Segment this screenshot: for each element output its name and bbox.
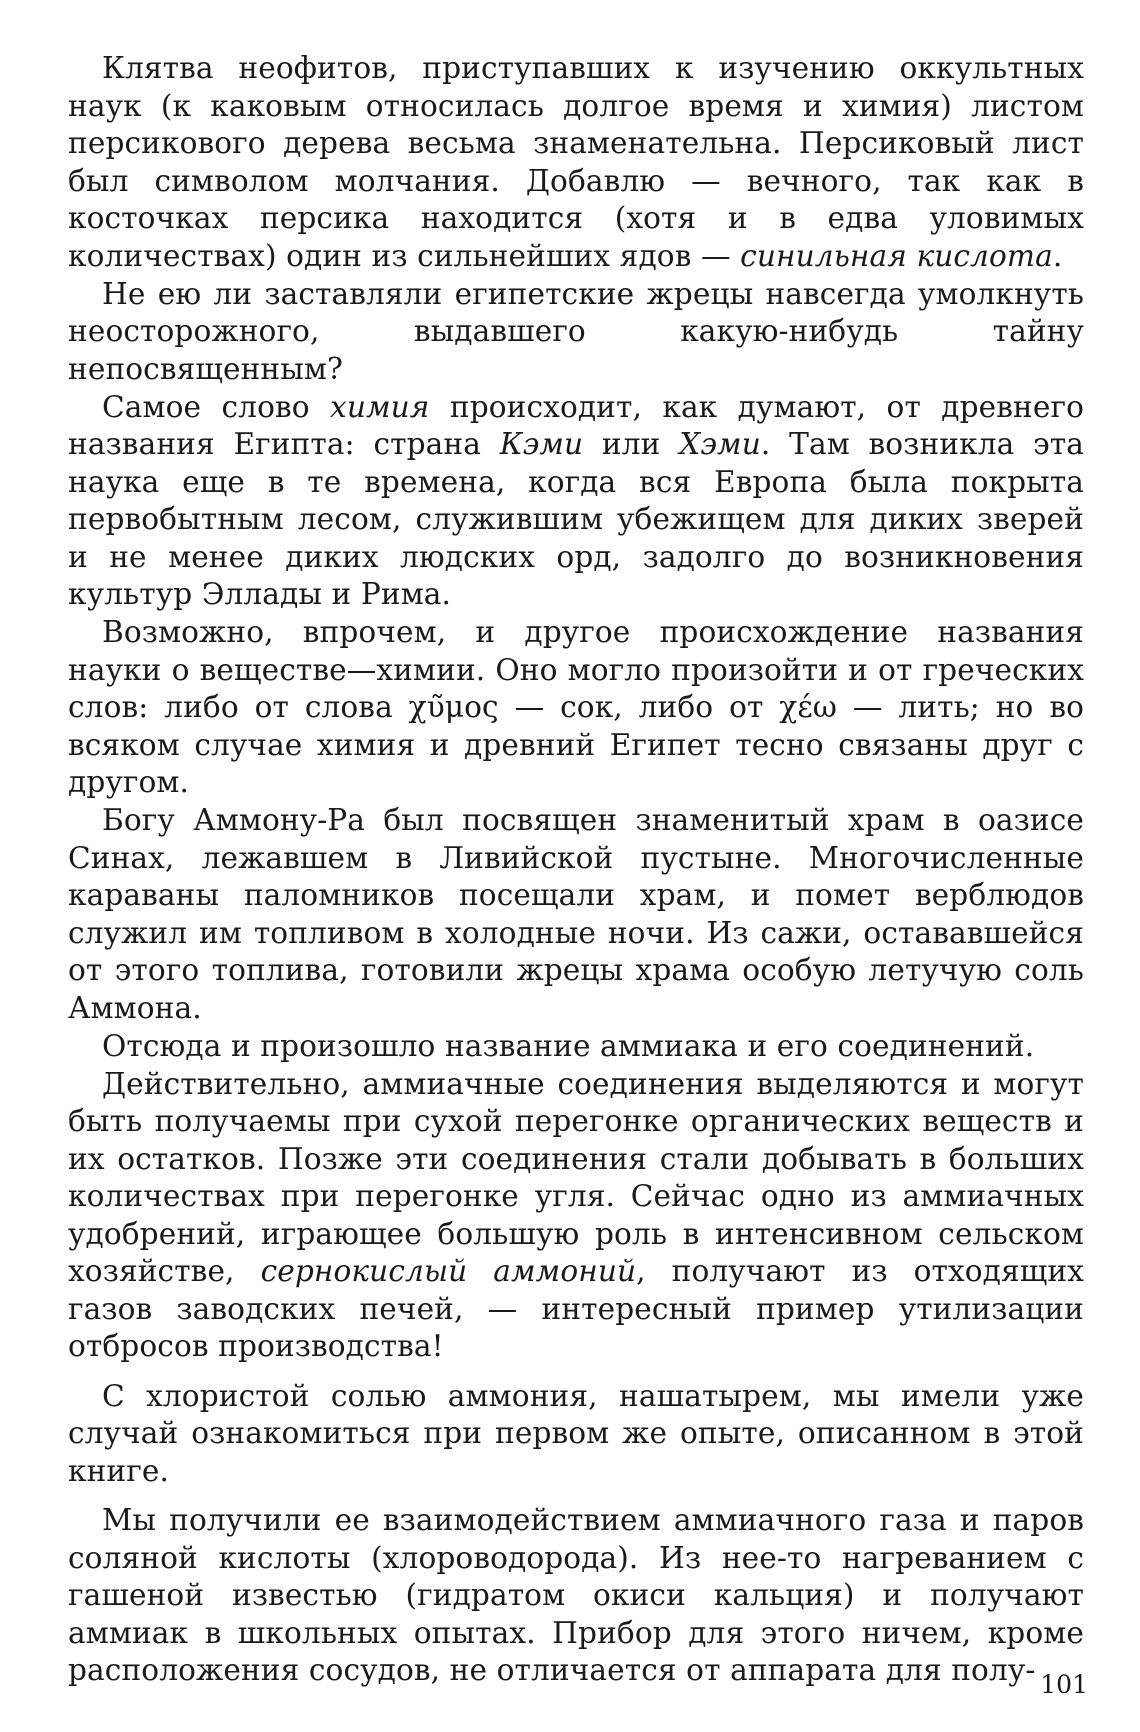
emphasis-term: Хэми bbox=[679, 427, 761, 461]
paragraph-greek-origin: Возможно, впрочем, и другое происхождение названия науки о веществе—химии. Оно могло произойти и от греческих слов: либо от слова χυ̃μος — сок, либо от χέω — лить; но во всяком случае химия и древний Египет тесно связаны друг с другом. bbox=[68, 615, 1084, 799]
emphasis-term: химия bbox=[330, 389, 430, 424]
paragraph-oath: Клятва неофитов, приступавших к изучению оккультных наук (к каковым относилась долгое время и химия) листом персикового дерева весьма знаменательна. Персиковый лист был символом молчания. Добавлю — вечного, так как в косточках персика находится (хотя и в едва уловимых количествах) один из сильнейших ядов — синильная кислота. bbox=[68, 51, 1084, 273]
page-number: 101 bbox=[1040, 1670, 1088, 1699]
paragraph-ammonium-compounds: Действительно, аммиачные соединения выделяются и могут быть получаемы при сухой перегонке органических веществ и их остатков. Позже эти соединения стали добывать в больших количествах при перегонке угля. Сейчас одно из аммиачных удобрений, играющее большую роль в интенсивном сельском хозяйстве, сернокислый аммоний, получают из отходящих газов заводских печей, — интересный пример утилизации отбросов производства! bbox=[68, 1066, 1085, 1363]
paragraph-priests: Не ею ли заставляли египетские жрецы навсегда умолкнуть неосторожного, выдавшего какую-нибудь тайну непосвященным? bbox=[68, 276, 1084, 386]
paragraph-ammonia-name: Отсюда и произошло название аммиака и его соединений. bbox=[102, 1028, 1035, 1063]
paragraph-word-chemistry: Самое слово химия происходит, как думают, от древнего названия Египта: страна Кэми или Хэми. Там возникла эта наука еще в те времена, когда вся Европа была покрыта первобытным лесом, служившим убежищем для диких зверей и не менее диких людских орд, задолго до возникновения культур Эллады и Рима. bbox=[68, 389, 1084, 611]
emphasis-term: сернокислый аммоний bbox=[260, 1254, 637, 1288]
book-page bbox=[68, 50, 1084, 1690]
paragraph-ammon-temple: Богу Аммону-Ра был посвящен знаменитый храм в оазисе Синах, лежавшем в Ливийской пустыне. Многочисленные караваны паломников посещали храм, и помет верблюдов служил им топливом в холодные ночи. Из сажи, остававшейся от этого топлива, готовили жрецы храма особую летучую соль Аммона. bbox=[68, 803, 1084, 1025]
emphasis-term: синильная кислота bbox=[740, 238, 1053, 273]
paragraph-school-experiment: Мы получили ее взаимодействием аммиачного газа и паров соляной кислоты (хлороводорода). Из нее-то нагреванием с гашеной известью (гидратом окиси кальция) и получают аммиак в школьных опытах. Прибор для этого ничем, кроме расположения сосудов, не отличается от аппарата для полу- bbox=[68, 1503, 1084, 1687]
emphasis-term: Кэми bbox=[499, 427, 584, 461]
paragraph-sal-ammoniac: С хлористой солью аммония, нашатырем, мы имели уже случай ознакомиться при первом же опыте, описанном в этой книге. bbox=[68, 1378, 1084, 1488]
